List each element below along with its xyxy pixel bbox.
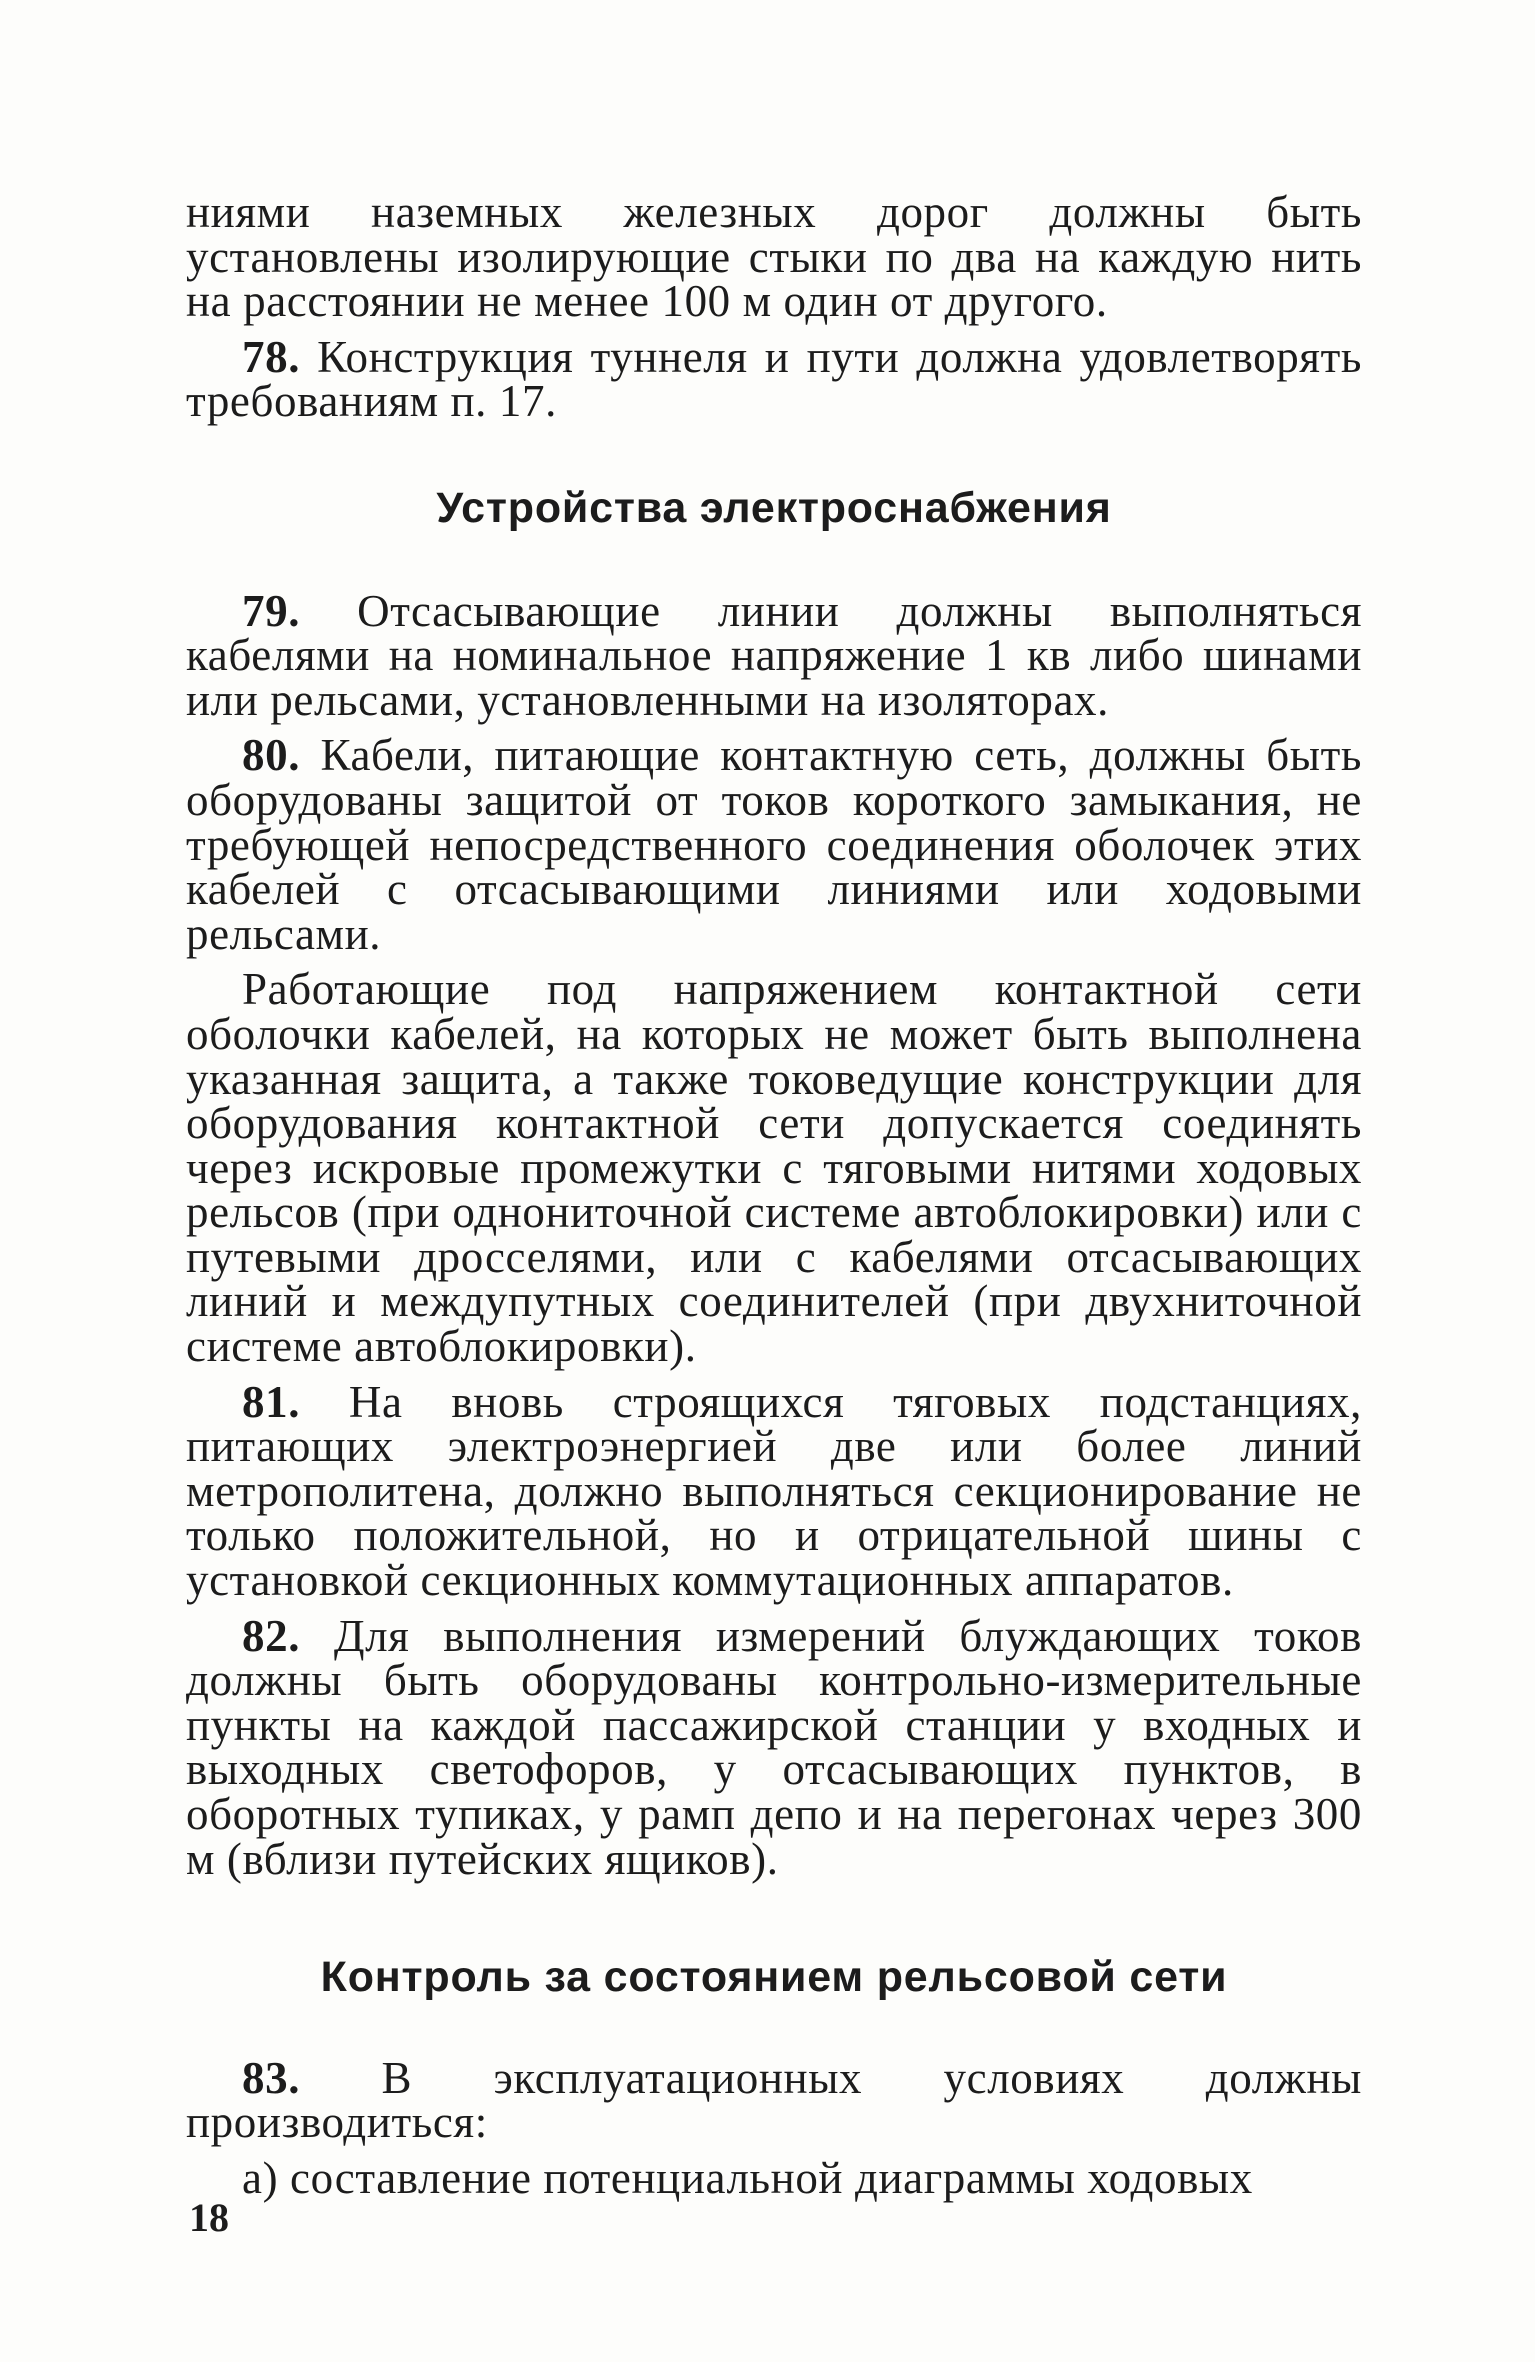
paragraph-text: а) составление потенциальной диаграммы ходовых (242, 2152, 1253, 2203)
paragraph-80 (186, 730, 1362, 959)
text-column (186, 187, 1362, 2212)
paragraph-number: 80. (242, 730, 301, 781)
paragraph-81 (186, 1376, 1362, 1606)
paragraph-text: ниями наземных железных дорог должны быть установлены изолирующие стыки по два на каждую нить на расстоянии не менее 100 м один от другого. (186, 187, 1362, 327)
paragraph-text: Отсасывающие линии должны выполняться кабелями на номинальное напряжение 1 кв либо шинами или рельсами, установленными на изоляторах. (186, 585, 1362, 725)
paragraph-text: На вновь строящихся тяговых подстанциях, питающих электроэнергией две или более линий метрополитена, должно выполняться секционирование не только положительной, но и отрицательной шины с установкой секционных коммутационных аппаратов. (186, 1376, 1362, 1606)
paragraph-83-item-a (186, 2152, 1362, 2203)
page-number: 18 (189, 2195, 229, 2240)
paragraph-text: Для выполнения измерений блуждающих токов должны быть оборудованы контрольно-измерительные пункты на каждой пассажирской станции у входных и выходных светофоров, у отсасывающих пунктов, в оборотных тупиках, у рамп депо и на перегонах через 300 м (вблизи путейских ящиков). (186, 1610, 1362, 1884)
paragraph-83 (186, 2052, 1362, 2148)
paragraph-80-continued (186, 964, 1362, 1372)
paragraph-text: Кабели, питающие контактную сеть, должны быть оборудованы защитой от токов короткого замыкания, не требующей непосредственного соединения оболочек этих кабелей с отсасывающими линиями или ходовыми рельсами. (186, 730, 1362, 959)
paragraph-78 (186, 331, 1362, 427)
paragraph-79 (186, 585, 1362, 725)
section-heading-power-supply: Устройства электроснабжения (436, 483, 1112, 532)
paragraph-text: Конструкция туннеля и пути должна удовлетворять требованиям п. 17. (186, 331, 1362, 427)
paragraph-82 (186, 1610, 1362, 1884)
paragraph-number: 79. (242, 585, 301, 636)
paragraph-number: 81. (242, 1376, 301, 1427)
paragraph-number: 78. (242, 331, 301, 382)
paragraph-text: В эксплуатационных условиях должны производиться: (186, 2052, 1362, 2148)
paragraph-text: Работающие под напряжением контактной сети оболочки кабелей, на которых не может быть выполнена указанная защита, а также токоведущие конструкции для оборудования контактной сети допускается соединять через искровые промежутки с тяговыми нитями ходовых рельсов (при однониточной системе автоблокировки) или с путевыми дросселями, или с кабелями отсасывающих линий и междупутных соединителей (при двухниточной системе автоблокировки). (186, 964, 1362, 1372)
section-heading-rail-network-control: Контроль за состоянием рельсовой сети (320, 1953, 1228, 2002)
paragraph-number: 82. (242, 1610, 301, 1661)
paragraph-continuation (186, 187, 1362, 327)
paragraph-number: 83. (242, 2052, 301, 2103)
